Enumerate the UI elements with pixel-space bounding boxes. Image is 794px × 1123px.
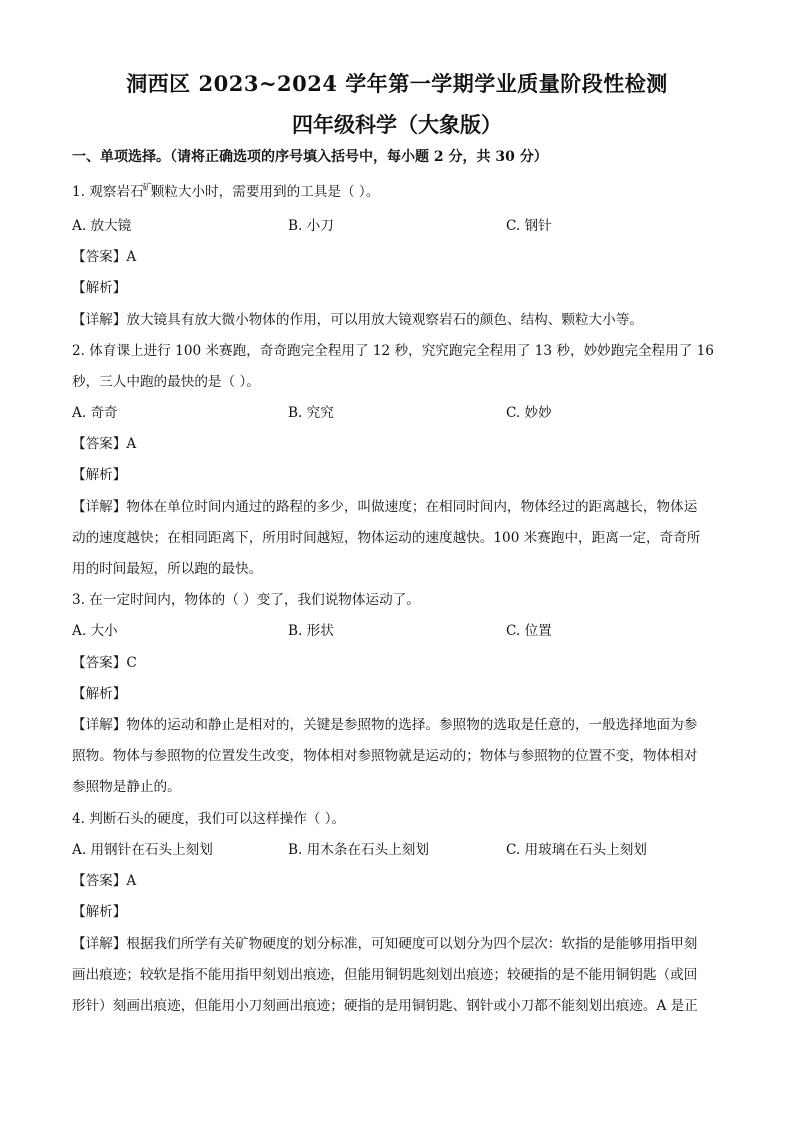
question-2-detail-line: 动的速度越快；在相同距离下，所用时间越短，物体运动的速度越快。100 米赛跑中，距离一定，奇奇所 [72, 530, 701, 546]
option-c: C. 用玻璃在石头上刻划 [506, 842, 647, 858]
option-b: B. 形状 [288, 623, 334, 639]
question-4-analysis-label: 【解析】 [72, 904, 127, 920]
question-3-detail-line: 照物。物体与参照物的位置发生改变，物体相对参照物就是运动的；物体与参照物的位置不变，物体相对 [72, 748, 698, 764]
question-2-detail-line: 【详解】物体在单位时间内通过的路程的多少，叫做速度；在相同时间内，物体经过的距离越长，物体运 [72, 499, 698, 515]
inserted-char: 矿 [142, 183, 152, 193]
option-a: A. 用钢针在石头上刻划 [72, 842, 213, 858]
question-4-options [72, 840, 732, 860]
question-4-answer: 【答案】A [72, 873, 137, 889]
option-a: A. 放大镜 [72, 218, 132, 234]
option-b: B. 用木条在石头上刻划 [288, 842, 429, 858]
question-4-detail-line: 形针）刻画出痕迹，但能用小刀刻画出痕迹；硬指的是用铜钥匙、钢针或小刀都不能刻划出痕迹。A 是正 [72, 998, 698, 1014]
option-a: A. 奇奇 [72, 405, 118, 421]
question-1-options [72, 216, 732, 236]
question-2-stem-cont: 秒，三人中跑的最快的是（ ）。 [72, 374, 260, 390]
question-2-detail-line: 用的时间最短，所以跑的最快。 [72, 561, 263, 577]
question-1-answer: 【答案】A [72, 249, 137, 265]
question-3-analysis-label: 【解析】 [72, 686, 127, 702]
question-2-analysis-label: 【解析】 [72, 467, 127, 483]
question-3-answer: 【答案】C [72, 655, 137, 671]
option-c: C. 钢针 [506, 218, 552, 234]
option-c: C. 位置 [506, 623, 552, 639]
question-4-detail-line: 【详解】根据我们所学有关矿物硬度的划分标准，可知硬度可以划分为四个层次：软指的是能够用指甲刻 [72, 936, 698, 952]
document-title: 洞西区 2023~2024 学年第一学期学业质量阶段性检测 [126, 71, 668, 96]
question-1-analysis-label: 【解析】 [72, 280, 127, 296]
option-b: B. 究究 [288, 405, 334, 421]
option-a: A. 大小 [72, 623, 118, 639]
question-4-detail-line: 画出痕迹；较软是指不能用指甲刻划出痕迹，但能用铜钥匙刻划出痕迹；较硬指的是不能用铜钥匙（或回 [72, 967, 698, 983]
question-2-options [72, 403, 732, 423]
question-3-options [72, 621, 732, 641]
question-1-detail: 【详解】放大镜具有放大微小物体的作用，可以用放大镜观察岩石的颜色、结构、颗粒大小等。 [72, 312, 643, 328]
document-subtitle: 四年级科学（大象版） [292, 112, 502, 137]
question-2-answer: 【答案】A [72, 436, 137, 452]
option-c: C. 妙妙 [506, 405, 552, 421]
question-3-detail-line: 【详解】物体的运动和静止是相对的，关键是参照物的选择。参照物的选取是任意的，一般选择地面为参 [72, 717, 698, 733]
question-3-detail-line: 参照物是静止的。 [72, 779, 181, 795]
question-2-stem: 2. 体育课上进行 100 米赛跑，奇奇跑完全程用了 12 秒，究究跑完全程用了 13 秒，妙妙跑完全程用了 16 [72, 343, 714, 359]
question-1-stem: 1. 观察岩石$^矿$颗粒大小时，需要用到的工具是（ ）。 [72, 183, 380, 200]
question-4-stem: 4. 判断石头的硬度，我们可以这样操作（ ）。 [72, 811, 346, 827]
option-b: B. 小刀 [288, 218, 334, 234]
question-3-stem: 3. 在一定时间内，物体的（ ）变了，我们说物体运动了。 [72, 592, 420, 608]
section-heading: 一、单项选择。（请将正确选项的序号填入括号中，每小题 2 分，共 30 分） [72, 149, 548, 165]
